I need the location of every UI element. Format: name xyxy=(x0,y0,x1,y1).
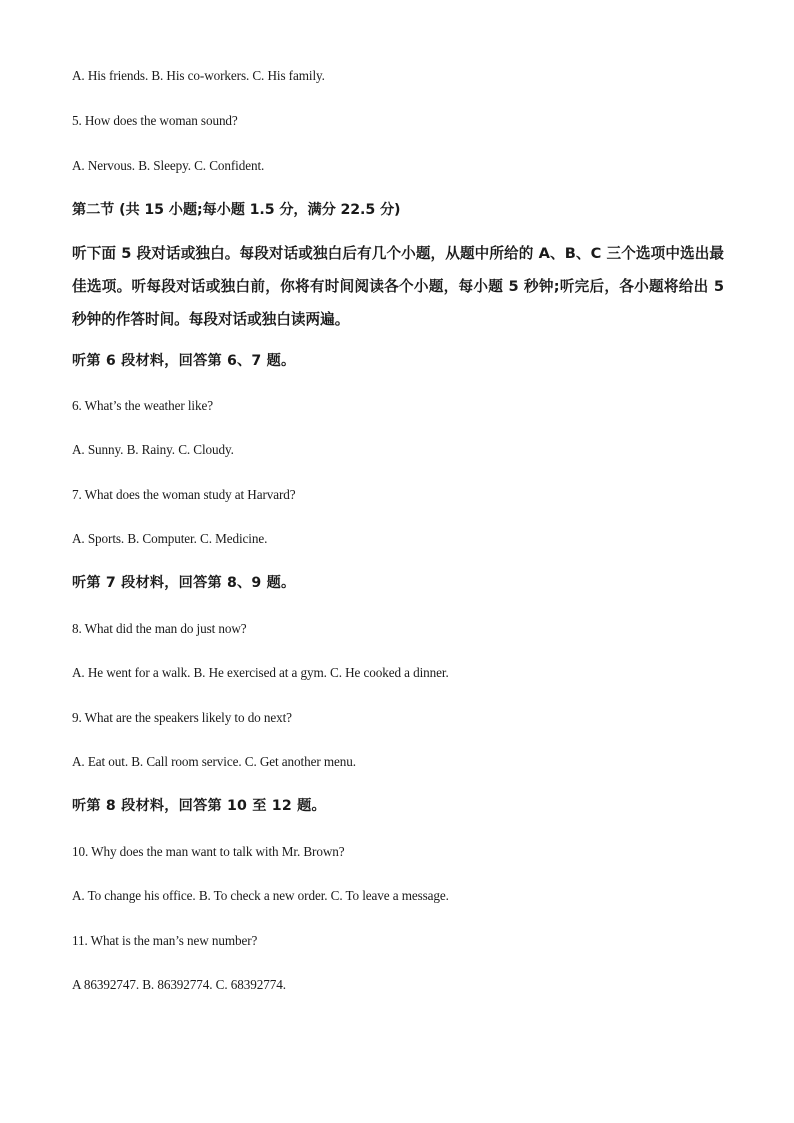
q8-options: A. He went for a walk. B. He exercised at a gym. C. He cooked a dinner. xyxy=(72,665,449,680)
q4-options: A. His friends. B. His co-workers. C. His family. xyxy=(72,68,325,83)
q5-options: A. Nervous. B. Sleepy. C. Confident. xyxy=(72,158,265,173)
q9-question: 9. What are the speakers likely to do next? xyxy=(72,710,292,725)
q10-question: 10. Why does the man want to talk with Mr. Brown? xyxy=(72,844,345,859)
material-6-heading: 听第 6 段材料，回答第 6、7 题。 xyxy=(72,353,296,369)
section-title: 第二节 (共 15 小题;每小题 1.5 分，满分 22.5 分) xyxy=(72,202,401,218)
q6-options: A. Sunny. B. Rainy. C. Cloudy. xyxy=(72,442,234,457)
q9-options: A. Eat out. B. Call room service. C. Get another menu. xyxy=(72,754,356,769)
q11-options: A 86392747. B. 86392774. C. 68392774. xyxy=(72,977,286,992)
q7-options: A. Sports. B. Computer. C. Medicine. xyxy=(72,531,268,546)
q8-question: 8. What did the man do just now? xyxy=(72,621,247,636)
q6-question: 6. What’s the weather like? xyxy=(72,398,213,413)
q10-options: A. To change his office. B. To check a new order. C. To leave a message. xyxy=(72,888,449,903)
q11-question: 11. What is the man’s new number? xyxy=(72,933,258,948)
material-7-heading: 听第 7 段材料，回答第 8、9 题。 xyxy=(72,575,296,591)
section-instruction: 听下面 5 段对话或独白。每段对话或独白后有几个小题，从题中所给的 A、B、C 三个选项中选出最佳选项。听每段对话或独白前，你将有时间阅读各个小题，每小题 5 秒钟;听完后，各小题将给出 5 秒钟的作答时间。每段对话或独白读两遍。 xyxy=(72,245,724,328)
material-8-heading: 听第 8 段材料，回答第 10 至 12 题。 xyxy=(72,798,326,814)
q5-question: 5. How does the woman sound? xyxy=(72,113,238,128)
q7-question: 7. What does the woman study at Harvard? xyxy=(72,487,296,502)
